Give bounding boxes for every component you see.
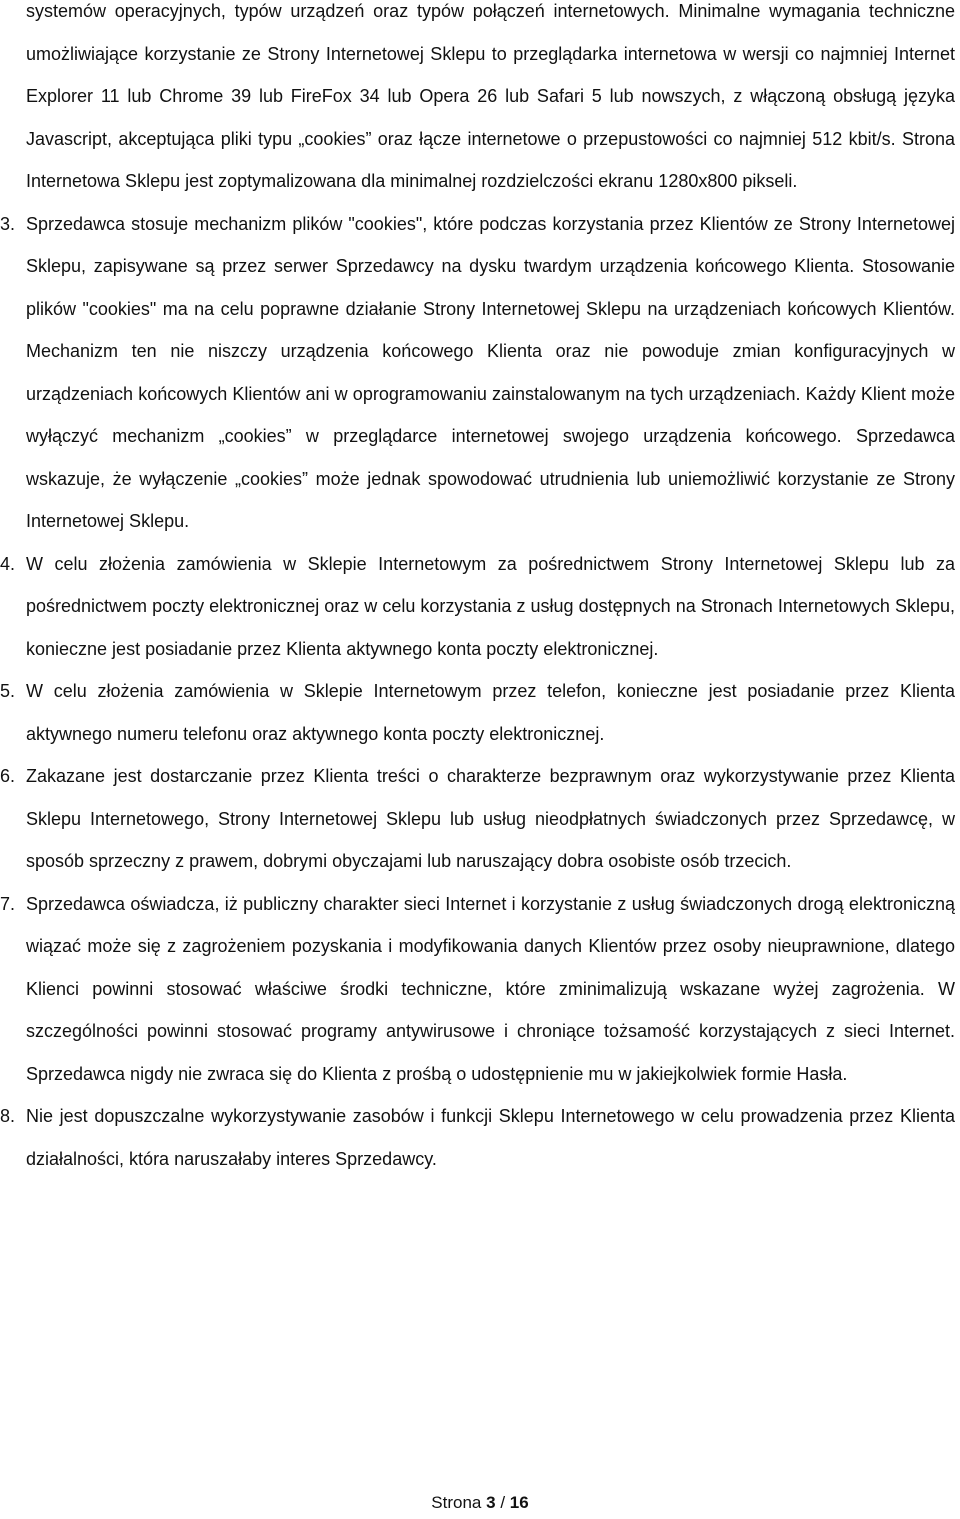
list-item-text: W celu złożenia zamówienia w Sklepie Internetowym za pośrednictwem Strony Internetowej Sklepu lub za pośrednictwem poczty elektronicznej oraz w celu korzystania z usług dostępnych na Stronach Internetowych Sklepu, konieczne jest posiadanie przez Klienta aktywnego konta poczty elektronicznej. [26,553,955,659]
continued-paragraph [0,0,955,203]
page-footer [0,1491,960,1515]
list-item-text: Sprzedawca stosuje mechanizm plików "cookies", które podczas korzystania przez Klientów ze Strony Internetowej Sklepu, zapisywane są przez serwer Sprzedawcy na dysku twardym urządzenia końcowego Klienta. Stosowanie plików "cookies" ma na celu poprawne działanie Strony Internetowej Sklepu na urządzeniach końcowych Klientów. Mechanizm ten nie niszczy urządzenia końcowego Klienta oraz nie powoduje zmian konfiguracyjnych w urządzeniach końcowych Klientów ani w oprogramowaniu zainstalowanym na tych urządzeniach. Każdy Klient może wyłączyć mechanizm „cookies” w przeglądarce internetowej swojego urządzenia końcowego. Sprzedawca wskazuje, że wyłączenie „cookies” może jednak spowodować utrudnienia lub uniemożliwić korzystanie ze Strony Internetowej Sklepu. [26,213,955,531]
list-item-text: W celu złożenia zamówienia w Sklepie Internetowym przez telefon, konieczne jest posiadanie przez Klienta aktywnego numeru telefonu oraz aktywnego konta poczty elektronicznej. [26,681,955,744]
list-item-number: 8. [0,1106,16,1126]
list-item [0,203,955,543]
list-item-number: 6. [0,766,16,786]
list-item [0,543,955,671]
list-item-number: 4. [0,553,16,574]
list-item [0,670,955,755]
list-item [0,1095,955,1180]
list-item [0,755,955,883]
footer-total-pages: 16 [509,1493,529,1512]
list-item [0,883,955,1096]
footer-page-label: Strona [431,1493,482,1512]
footer-separator: / [500,1493,506,1512]
footer-current-page: 3 [486,1493,496,1512]
list-item-number: 3. [0,213,16,234]
list-item-number: 5. [0,681,16,701]
list-item-text: Nie jest dopuszczalne wykorzystywanie zasobów i funkcji Sklepu Internetowego w celu prowadzenia przez Klienta działalności, która naruszałaby interes Sprzedawcy. [26,1106,955,1169]
list-item-text: Sprzedawca oświadcza, iż publiczny charakter sieci Internet i korzystanie z usług świadczonych drogą elektroniczną wiązać może się z zagrożeniem pozyskania i modyfikowania danych Klientów przez osoby nieuprawnione, dlatego Klienci powinni stosować właściwe środki techniczne, które zminimalizują wskazane wyżej zagrożenia. W szczególności powinni stosować programy antywirusowe i chroniące tożsamość korzystających z sieci Internet. Sprzedawca nigdy nie zwraca się do Klienta z prośbą o udostępnienie mu w jakiejkolwiek formie Hasła. [26,893,955,1084]
list-item-text: Zakazane jest dostarczanie przez Klienta treści o charakterze bezprawnym oraz wykorzystywanie przez Klienta Sklepu Internetowego, Strony Internetowej Sklepu lub usług nieodpłatnych świadczonych przez Sprzedawcę, w sposób sprzeczny z prawem, dobrymi obyczajami lub naruszający dobra osobiste osób trzecich. [26,766,955,871]
list-item-number: 7. [0,893,16,914]
continued-paragraph-text: systemów operacyjnych, typów urządzeń oraz typów połączeń internetowych. Minimalne wymagania techniczne umożliwiające korzystanie ze Strony Internetowej Sklepu to przeglądarka internetowa w wersji co najmniej Internet Explorer 11 lub Chrome 39 lub FireFox 34 lub Opera 26 lub Safari 5 lub nowszych, z włączoną obsługą języka Javascript, akceptująca pliki typu „cookies” oraz łącze internetowe o przepustowości co najmniej 512 kbit/s. Strona Internetowa Sklepu jest zoptymalizowana dla minimalnej rozdzielczości ekranu 1280x800 pikseli. [26,1,955,191]
